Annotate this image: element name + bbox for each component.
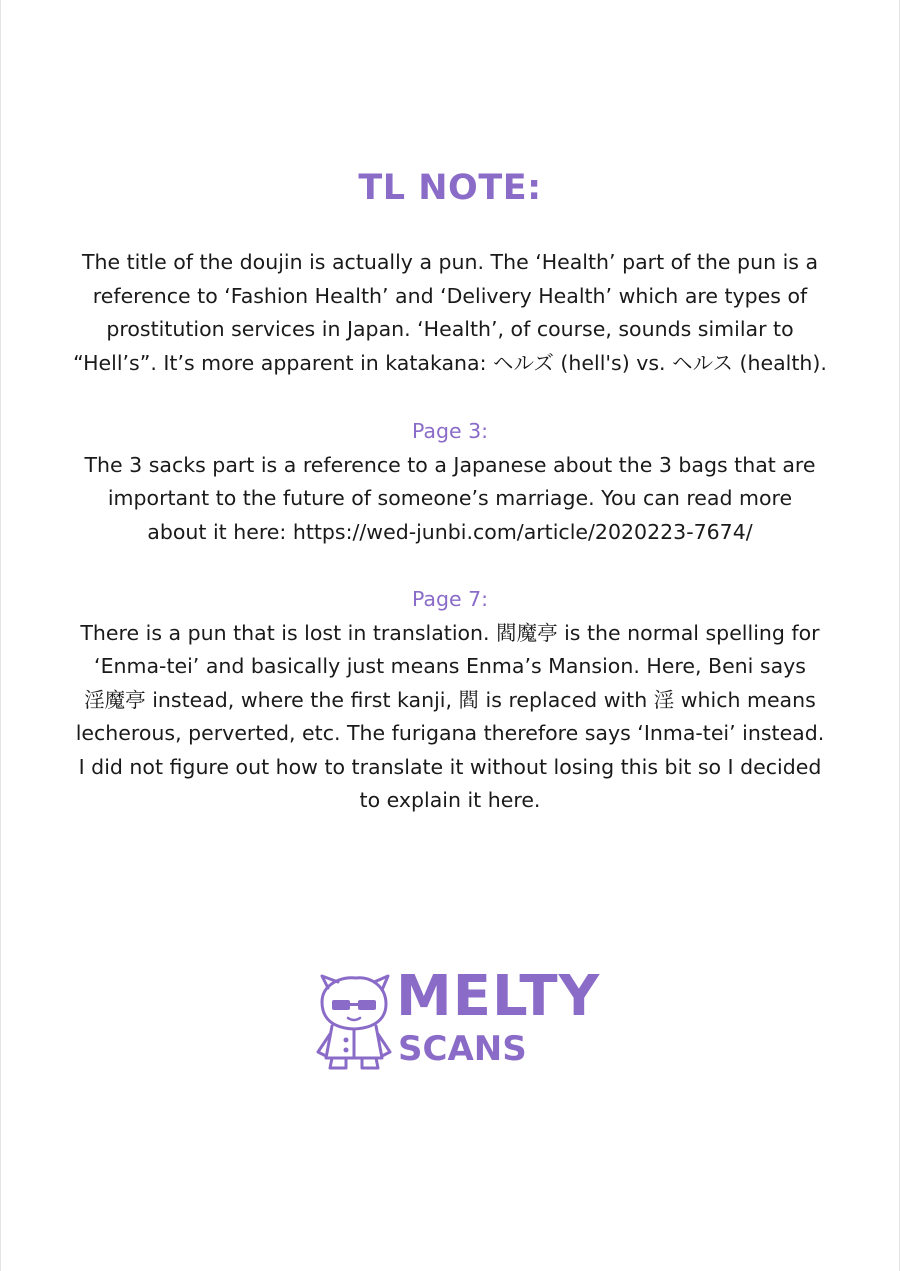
intro-paragraph <box>40 246 860 380</box>
page-7-label: Page 7: <box>411 587 489 611</box>
page-title: TL NOTE: <box>358 168 542 208</box>
mascot-icon <box>312 972 394 1072</box>
page-3-label: Page 3: <box>411 419 489 443</box>
page-7-line: lecherous, perverted, etc. The furigana therefore says ‘Inma-tei’ instead. <box>75 721 825 745</box>
intro-line: reference to ‘Fashion Health’ and ‘Delivery Health’ which are types of <box>92 283 808 308</box>
page-3-line: about it here: https://wed-junbi.com/article/2020223-7674/ <box>147 519 753 544</box>
page-7-line: There is a pun that is lost in translation. 閻魔亭 is the normal spelling for <box>80 620 820 645</box>
intro-line: “Hell’s”. It’s more apparent in katakana: ヘルズ (hell's) vs. ヘルス (health). <box>73 350 827 375</box>
page-3-line: important to the future of someone’s marriage. You can read more <box>107 486 793 510</box>
page-3-note <box>40 415 860 549</box>
page-7-line: ‘Enma-tei’ and basically just means Enma’s Mansion. Here, Beni says <box>94 654 806 678</box>
page-3-line: The 3 sacks part is a reference to a Japanese about the 3 bags that are <box>84 452 816 477</box>
page-7-line: 淫魔亭 instead, where the first kanji, 閻 is replaced with 淫 which means <box>84 687 816 712</box>
intro-line: prostitution services in Japan. ‘Health’, of course, sounds similar to <box>106 317 794 341</box>
intro-line: The title of the doujin is actually a pun. The ‘Health’ part of the pun is a <box>81 250 819 274</box>
page-7-note <box>40 583 860 818</box>
page-7-line: to explain it here. <box>359 788 541 812</box>
page-7-line: I did not figure out how to translate it without losing this bit so I decided <box>78 754 822 779</box>
logo-text-scans: SCANS <box>398 1029 527 1069</box>
logo-text-melty: MELTY <box>396 964 601 1029</box>
melty-scans-logo <box>312 964 601 1076</box>
